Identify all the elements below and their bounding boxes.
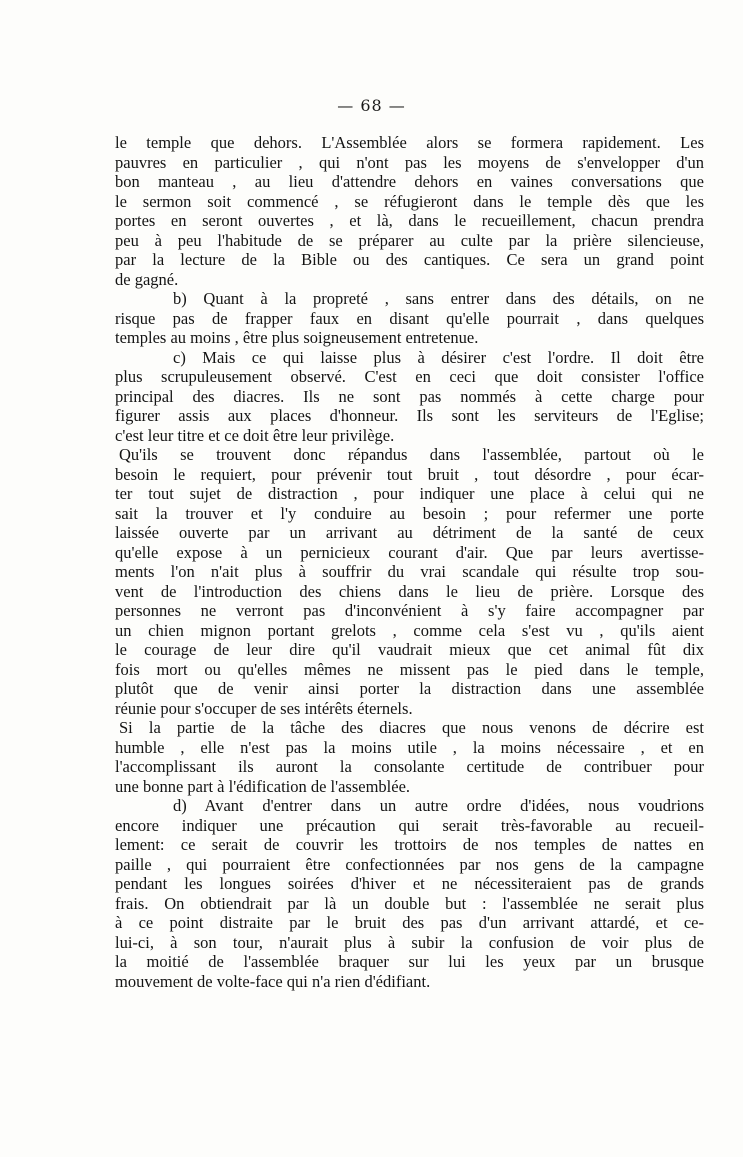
text-line: lement: ce serait de couvrir les trottoirs de nos temples de nattes en <box>115 835 704 854</box>
body-text <box>115 133 704 991</box>
text-line: à ce point distraite par le bruit des pas d'un arrivant attardé, et ce- <box>115 913 704 932</box>
text-line: le sermon soit commencé , se réfugieront dans le temple dès que les <box>115 191 704 211</box>
text-line: d) Avant d'entrer dans un autre ordre d'idées, nous voudrions <box>173 796 704 815</box>
text-line: Si la partie de la tâche des diacres que nous venons de décrire est <box>119 718 704 737</box>
text-line: de gagné. <box>115 269 179 289</box>
text-line: mouvement de volte-face qui n'a rien d'édifiant. <box>115 971 431 991</box>
text-line: le courage de leur dire qu'il vaudrait mieux que cet animal fût dix <box>115 640 704 659</box>
text-line: portes en seront ouvertes , et là, dans le recueillement, chacun prendra <box>115 211 704 230</box>
text-line: figurer assis aux places d'honneur. Ils sont les serviteurs de l'Eglise; <box>115 406 704 425</box>
text-line: peu à peu l'habitude de se préparer au culte par la prière silencieuse, <box>115 230 704 250</box>
text-line: fois mort ou qu'elles mêmes ne missent pas le pied dans le temple, <box>115 659 704 679</box>
text-line: encore indiquer une précaution qui serait très-favorable au recueil- <box>115 815 704 835</box>
text-line: besoin le requiert, pour prévenir tout bruit , tout désordre , pour écar- <box>115 464 704 484</box>
text-line: ter tout sujet de distraction , pour indiquer une place à celui qui ne <box>115 484 704 503</box>
text-line: frais. On obtiendrait par là un double but : l'assemblée ne serait plus <box>115 893 704 913</box>
text-line: l'accomplissant ils auront la consolante certitude de contribuer pour <box>115 757 704 776</box>
text-line: personnes ne verront pas d'inconvénient à s'y faire accompagner par <box>115 601 704 620</box>
text-line: paille , qui pourraient être confectionnées par nos gens de la campagne <box>115 854 704 874</box>
text-line: c) Mais ce qui laisse plus à désirer c'est l'ordre. Il doit être <box>173 347 704 367</box>
text-line: une bonne part à l'édification de l'assemblée. <box>115 776 411 796</box>
text-line: plutôt que de venir ainsi porter la distraction dans une assemblée <box>115 679 704 698</box>
text-line: ments l'on n'ait plus à souffrir du vrai scandale qui résulte trop sou- <box>115 562 704 581</box>
text-line: un chien mignon portant grelots , comme cela s'est vu , qu'ils aient <box>115 620 704 640</box>
text-line: réunie pour s'occuper de ses intérêts éternels. <box>115 698 413 718</box>
text-line: plus scrupuleusement observé. C'est en ceci que doit consister l'office <box>115 367 704 386</box>
page-number: — 68 — <box>337 96 406 115</box>
text-line: sait la trouver et l'y conduire au besoin ; pour refermer une porte <box>115 503 704 523</box>
text-line: b) Quant à la propreté , sans entrer dans des détails, on ne <box>173 289 704 308</box>
text-line: la moitié de l'assemblée braquer sur lui les yeux par un brusque <box>115 952 704 971</box>
text-line: Qu'ils se trouvent donc répandus dans l'assemblée, partout où le <box>119 445 704 464</box>
text-line: humble , elle n'est pas la moins utile , la moins nécessaire , et en <box>115 737 704 757</box>
text-line: lui-ci, à son tour, n'aurait plus à subir la confusion de voir plus de <box>115 932 704 952</box>
text-line: qu'elle expose à un pernicieux courant d'air. Que par leurs avertisse- <box>115 542 704 562</box>
text-line: laissée ouverte par un arrivant au détriment de la santé de ceux <box>115 523 704 542</box>
text-line: bon manteau , au lieu d'attendre dehors en vaines conversations que <box>115 172 704 191</box>
text-line: risque pas de frapper faux en disant qu'elle pourrait , dans quelques <box>115 308 704 328</box>
text-line: c'est leur titre et ce doit être leur privilège. <box>115 425 395 445</box>
text-line: temples au moins , être plus soigneusement entretenue. <box>115 328 479 347</box>
text-line: par la lecture de la Bible ou des cantiques. Ce sera un grand point <box>115 250 704 269</box>
text-line: pauvres en particulier , qui n'ont pas les moyens de s'envelopper d'un <box>115 152 704 172</box>
text-line: vent de l'introduction des chiens dans le lieu de prière. Lorsque des <box>115 581 704 601</box>
text-line: le temple que dehors. L'Assemblée alors se formera rapidement. Les <box>115 133 704 152</box>
text-line: principal des diacres. Ils ne sont pas nommés à cette charge pour <box>115 386 704 406</box>
text-line: pendant les longues soirées d'hiver et ne nécessiteraient pas de grands <box>115 874 704 893</box>
